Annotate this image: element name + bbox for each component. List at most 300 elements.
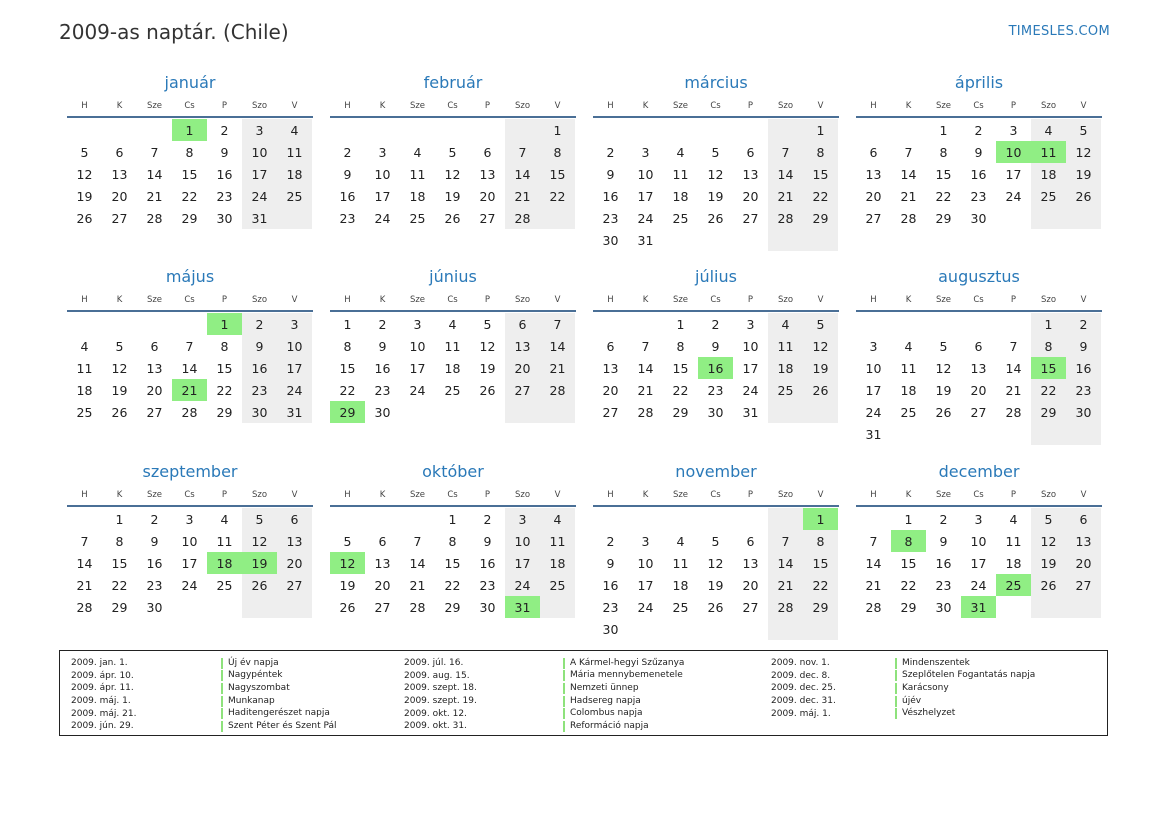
day-cell: 30 (1066, 401, 1101, 423)
day-cell: 18 (409, 188, 426, 204)
page-title: 2009-as naptár. (Chile) (59, 20, 289, 44)
holiday-name: Colombus napja (563, 708, 642, 719)
day-cell: 29 (444, 599, 461, 615)
weekday-label: Cs (184, 101, 195, 111)
weekday-label: Sze (409, 101, 426, 111)
day-cell: 26 (339, 599, 356, 615)
day-cell: 3 (242, 119, 277, 141)
holiday-item (771, 695, 1035, 708)
day-cell: 9 (220, 144, 229, 160)
weekday-label: K (905, 295, 912, 305)
month-december (856, 459, 1102, 618)
day-cell: 12 (1031, 530, 1066, 552)
holiday-date: 2009. dec. 31. (771, 696, 836, 707)
month-name: augusztus (938, 267, 1020, 286)
empty-cell (365, 119, 400, 141)
day-cell: 7 (768, 530, 803, 552)
weekday-label: Sze (146, 490, 163, 500)
day-cell: 8 (343, 338, 352, 354)
months-grid (67, 70, 1103, 645)
day-cell: 22 (900, 577, 917, 593)
day-cell: 23 (374, 382, 391, 398)
month-július (593, 264, 839, 423)
weekday-label: Cs (973, 295, 984, 305)
day-cell: 17 (637, 188, 654, 204)
day-cell: 10 (181, 533, 198, 549)
empty-cell (996, 423, 1031, 445)
day-cell: 16 (479, 555, 496, 571)
holiday-day-cell: 10 (996, 141, 1031, 163)
day-grid (856, 507, 1102, 618)
day-cell: 18 (277, 163, 312, 185)
day-cell: 25 (672, 210, 689, 226)
day-cell: 15 (900, 555, 917, 571)
day-cell: 8 (540, 141, 575, 163)
day-cell: 14 (540, 335, 575, 357)
day-cell: 8 (115, 533, 124, 549)
day-cell: 16 (935, 555, 952, 571)
weekday-label: K (379, 295, 386, 305)
day-cell: 26 (1066, 185, 1101, 207)
holiday-item (404, 695, 684, 708)
day-cell: 9 (343, 166, 352, 182)
day-cell: 17 (181, 555, 198, 571)
weekday-label: K (116, 490, 123, 500)
weekday-label: Cs (710, 490, 721, 500)
day-cell: 13 (374, 555, 391, 571)
day-cell: 17 (865, 382, 882, 398)
day-cell: 27 (742, 599, 759, 615)
weekday-header (330, 96, 576, 118)
weekday-header (67, 290, 313, 312)
day-cell: 17 (277, 357, 312, 379)
weekday-header (593, 96, 839, 118)
weekday-label: K (116, 101, 123, 111)
day-cell: 1 (448, 511, 457, 527)
empty-cell (67, 119, 102, 141)
holiday-item (771, 707, 1035, 720)
weekday-label: Szo (1040, 101, 1057, 111)
month-április (856, 70, 1102, 229)
empty-cell (365, 508, 400, 530)
day-cell: 27 (277, 574, 312, 596)
day-cell: 29 (111, 599, 128, 615)
holiday-item (71, 670, 337, 683)
day-grid (593, 507, 839, 640)
day-cell: 3 (746, 316, 755, 332)
day-cell: 6 (974, 338, 983, 354)
day-grid (856, 118, 1102, 229)
empty-cell (628, 508, 663, 530)
weekday-header (330, 485, 576, 507)
day-cell: 7 (869, 533, 878, 549)
day-cell: 3 (1009, 122, 1018, 138)
month-június (330, 264, 576, 423)
weekday-label: H (81, 101, 88, 111)
day-cell: 28 (505, 207, 540, 229)
day-cell: 20 (479, 188, 496, 204)
day-cell: 16 (602, 188, 619, 204)
day-cell: 30 (479, 599, 496, 615)
day-cell: 31 (277, 401, 312, 423)
day-cell: 4 (277, 119, 312, 141)
weekday-label: P (221, 490, 228, 500)
day-cell: 6 (483, 144, 492, 160)
day-cell: 8 (448, 533, 457, 549)
holiday-date: 2009. ápr. 11. (71, 683, 134, 694)
day-cell: 29 (803, 207, 838, 229)
day-cell: 4 (413, 144, 422, 160)
empty-cell (505, 119, 540, 141)
day-cell: 12 (444, 166, 461, 182)
day-cell: 27 (742, 210, 759, 226)
weekday-label: H (870, 490, 877, 500)
empty-cell (663, 229, 698, 251)
day-cell: 30 (602, 232, 619, 248)
day-cell: 24 (181, 577, 198, 593)
weekday-label: V (291, 101, 298, 111)
weekday-label: K (905, 101, 912, 111)
holiday-date: 2009. jan. 1. (71, 658, 128, 669)
day-cell: 29 (900, 599, 917, 615)
day-cell: 28 (1005, 404, 1022, 420)
day-cell: 12 (1066, 141, 1101, 163)
empty-cell (803, 229, 838, 251)
empty-cell (628, 618, 663, 640)
empty-cell (698, 229, 733, 251)
weekday-label: P (747, 101, 754, 111)
day-cell: 4 (540, 508, 575, 530)
day-cell: 3 (185, 511, 194, 527)
empty-cell (67, 313, 102, 335)
empty-cell (663, 508, 698, 530)
day-cell: 5 (242, 508, 277, 530)
empty-cell (172, 596, 207, 618)
day-cell: 9 (606, 166, 615, 182)
holiday-day-cell: 11 (1031, 141, 1066, 163)
day-cell: 2 (1066, 313, 1101, 335)
day-cell: 31 (742, 404, 759, 420)
day-cell: 29 (672, 404, 689, 420)
weekday-label: Sze (672, 490, 689, 500)
day-cell: 23 (216, 188, 233, 204)
day-cell: 17 (637, 577, 654, 593)
holiday-date: 2009. szept. 18. (404, 683, 477, 694)
day-cell: 10 (242, 141, 277, 163)
weekday-label: Cs (447, 295, 458, 305)
day-cell: 6 (606, 338, 615, 354)
day-cell: 17 (1005, 166, 1022, 182)
day-cell: 4 (904, 338, 913, 354)
weekday-header (330, 290, 576, 312)
weekday-label: H (607, 490, 614, 500)
day-cell: 10 (970, 533, 987, 549)
day-cell: 28 (146, 210, 163, 226)
day-cell: 9 (150, 533, 159, 549)
day-cell: 14 (768, 552, 803, 574)
empty-cell (593, 313, 628, 335)
weekday-header (856, 485, 1102, 507)
holiday-day-cell: 19 (242, 552, 277, 574)
weekday-label: H (344, 101, 351, 111)
weekday-label: Szo (1040, 490, 1057, 500)
day-cell: 19 (444, 188, 461, 204)
month-name: április (954, 73, 1004, 92)
day-cell: 11 (672, 166, 689, 182)
empty-cell (628, 313, 663, 335)
day-cell: 21 (1005, 382, 1022, 398)
day-cell: 24 (1005, 188, 1022, 204)
month-augusztus (856, 264, 1102, 445)
day-cell: 12 (803, 335, 838, 357)
day-cell: 10 (637, 166, 654, 182)
day-cell: 17 (242, 163, 277, 185)
day-cell: 28 (409, 599, 426, 615)
empty-cell (400, 401, 435, 423)
holiday-name: Hadsereg napja (563, 696, 641, 707)
day-cell: 11 (76, 360, 93, 376)
weekday-label: Cs (973, 490, 984, 500)
weekday-label: H (81, 295, 88, 305)
day-cell: 19 (707, 577, 724, 593)
day-cell: 16 (146, 555, 163, 571)
day-cell: 23 (935, 577, 952, 593)
month-name: június (429, 267, 477, 286)
day-cell: 15 (181, 166, 198, 182)
holiday-date: 2009. máj. 1. (71, 696, 131, 707)
day-cell: 21 (540, 357, 575, 379)
holiday-item (404, 670, 684, 683)
empty-cell (1066, 596, 1101, 618)
day-cell: 4 (1009, 511, 1018, 527)
day-cell: 1 (343, 316, 352, 332)
holiday-date: 2009. ápr. 10. (71, 670, 134, 681)
day-cell: 20 (602, 382, 619, 398)
weekday-header (67, 485, 313, 507)
holiday-day-cell: 8 (891, 530, 926, 552)
day-cell: 13 (970, 360, 987, 376)
day-cell: 28 (865, 599, 882, 615)
empty-cell (400, 508, 435, 530)
weekday-label: H (81, 490, 88, 500)
day-cell: 23 (970, 188, 987, 204)
day-cell: 14 (637, 360, 654, 376)
day-cell: 20 (277, 552, 312, 574)
day-cell: 29 (181, 210, 198, 226)
holiday-name: Mária mennybemenetele (563, 670, 683, 681)
day-cell: 5 (939, 338, 948, 354)
day-cell: 15 (111, 555, 128, 571)
day-cell: 5 (448, 144, 457, 160)
month-name: május (165, 267, 215, 286)
empty-cell (137, 119, 172, 141)
day-cell: 10 (637, 555, 654, 571)
day-cell: 12 (76, 166, 93, 182)
empty-cell (470, 119, 505, 141)
holiday-day-cell: 31 (505, 596, 540, 618)
day-cell: 2 (711, 316, 720, 332)
day-cell: 29 (803, 596, 838, 618)
holiday-name: Szent Péter és Szent Pál (221, 721, 337, 732)
weekday-label: H (344, 490, 351, 500)
day-cell: 3 (641, 144, 650, 160)
day-cell: 8 (185, 144, 194, 160)
empty-cell (330, 508, 365, 530)
weekday-label: P (1010, 101, 1017, 111)
weekday-label: Szo (251, 101, 268, 111)
weekday-label: P (1010, 490, 1017, 500)
day-cell: 6 (115, 144, 124, 160)
empty-cell (996, 313, 1031, 335)
day-cell: 26 (76, 210, 93, 226)
day-cell: 14 (1005, 360, 1022, 376)
holiday-date: 2009. okt. 12. (404, 708, 467, 719)
day-cell: 11 (672, 555, 689, 571)
day-cell: 9 (974, 144, 983, 160)
holiday-date: 2009. aug. 15. (404, 670, 470, 681)
weekday-label: K (379, 101, 386, 111)
day-cell: 11 (277, 141, 312, 163)
day-cell: 19 (339, 577, 356, 593)
weekday-label: H (607, 101, 614, 111)
month-name: november (675, 462, 757, 481)
day-cell: 25 (277, 185, 312, 207)
holiday-item (71, 657, 337, 670)
day-grid (593, 118, 839, 251)
day-cell: 13 (146, 360, 163, 376)
day-cell: 28 (637, 404, 654, 420)
day-cell: 1 (115, 511, 124, 527)
day-cell: 21 (637, 382, 654, 398)
weekday-label: V (817, 490, 824, 500)
day-cell: 22 (540, 185, 575, 207)
holiday-item (771, 682, 1035, 695)
day-cell: 30 (146, 599, 163, 615)
day-cell: 3 (378, 144, 387, 160)
day-cell: 19 (707, 188, 724, 204)
empty-cell (698, 618, 733, 640)
month-name: július (695, 267, 737, 286)
empty-cell (803, 618, 838, 640)
day-cell: 2 (150, 511, 159, 527)
day-cell: 8 (1031, 335, 1066, 357)
empty-cell (856, 313, 891, 335)
day-cell: 7 (540, 313, 575, 335)
day-cell: 30 (242, 401, 277, 423)
weekday-label: Sze (409, 295, 426, 305)
month-name: szeptember (142, 462, 238, 481)
day-cell: 9 (1066, 335, 1101, 357)
day-cell: 11 (768, 335, 803, 357)
day-cell: 30 (602, 621, 619, 637)
weekday-label: K (642, 490, 649, 500)
empty-cell (733, 229, 768, 251)
day-cell: 6 (150, 338, 159, 354)
weekday-label: K (905, 490, 912, 500)
day-grid (856, 312, 1102, 445)
weekday-label: P (221, 101, 228, 111)
day-cell: 22 (181, 188, 198, 204)
day-cell: 30 (935, 599, 952, 615)
day-cell: 6 (505, 313, 540, 335)
day-cell: 12 (935, 360, 952, 376)
day-cell: 11 (216, 533, 233, 549)
day-cell: 5 (483, 316, 492, 332)
day-cell: 14 (181, 360, 198, 376)
day-cell: 4 (448, 316, 457, 332)
weekday-label: Szo (777, 295, 794, 305)
day-cell: 13 (111, 166, 128, 182)
day-cell: 12 (242, 530, 277, 552)
weekday-label: H (870, 101, 877, 111)
empty-cell (768, 229, 803, 251)
empty-cell (593, 508, 628, 530)
day-cell: 10 (865, 360, 882, 376)
day-cell: 5 (1031, 508, 1066, 530)
weekday-label: V (1080, 490, 1087, 500)
month-október (330, 459, 576, 618)
weekday-label: Sze (935, 295, 952, 305)
day-cell: 27 (970, 404, 987, 420)
day-cell: 11 (409, 166, 426, 182)
holiday-column (771, 657, 1035, 720)
weekday-label: Szo (514, 295, 531, 305)
day-cell: 7 (150, 144, 159, 160)
day-cell: 9 (606, 555, 615, 571)
day-cell: 9 (242, 335, 277, 357)
day-cell: 18 (672, 188, 689, 204)
day-cell: 26 (1031, 574, 1066, 596)
day-cell: 4 (676, 533, 685, 549)
day-cell: 7 (413, 533, 422, 549)
day-cell: 25 (409, 210, 426, 226)
day-cell: 20 (374, 577, 391, 593)
day-cell: 22 (1031, 379, 1066, 401)
weekday-header (856, 96, 1102, 118)
day-cell: 25 (216, 577, 233, 593)
empty-cell (435, 119, 470, 141)
empty-cell (926, 423, 961, 445)
day-cell: 25 (672, 599, 689, 615)
weekday-label: K (642, 295, 649, 305)
empty-cell (733, 618, 768, 640)
day-cell: 8 (676, 338, 685, 354)
day-cell: 20 (1066, 552, 1101, 574)
day-cell: 19 (1066, 163, 1101, 185)
day-cell: 15 (803, 552, 838, 574)
day-cell: 27 (479, 210, 496, 226)
weekday-label: H (870, 295, 877, 305)
site-link[interactable]: TIMESLES.COM (1008, 24, 1110, 39)
empty-cell (698, 508, 733, 530)
day-cell: 24 (970, 577, 987, 593)
holiday-name: Mindenszentek (895, 658, 970, 669)
day-cell: 30 (970, 210, 987, 226)
day-cell: 7 (768, 141, 803, 163)
empty-cell (891, 313, 926, 335)
month-name: február (423, 73, 483, 92)
day-cell: 20 (970, 382, 987, 398)
empty-cell (242, 596, 277, 618)
holiday-date: 2009. dec. 25. (771, 683, 836, 694)
day-cell: 10 (742, 338, 759, 354)
holiday-name: Szeplőtelen Fogantatás napja (895, 670, 1035, 681)
holiday-date: 2009. máj. 1. (771, 708, 831, 719)
day-cell: 11 (900, 360, 917, 376)
weekday-label: Cs (184, 490, 195, 500)
day-cell: 24 (742, 382, 759, 398)
day-cell: 25 (900, 404, 917, 420)
